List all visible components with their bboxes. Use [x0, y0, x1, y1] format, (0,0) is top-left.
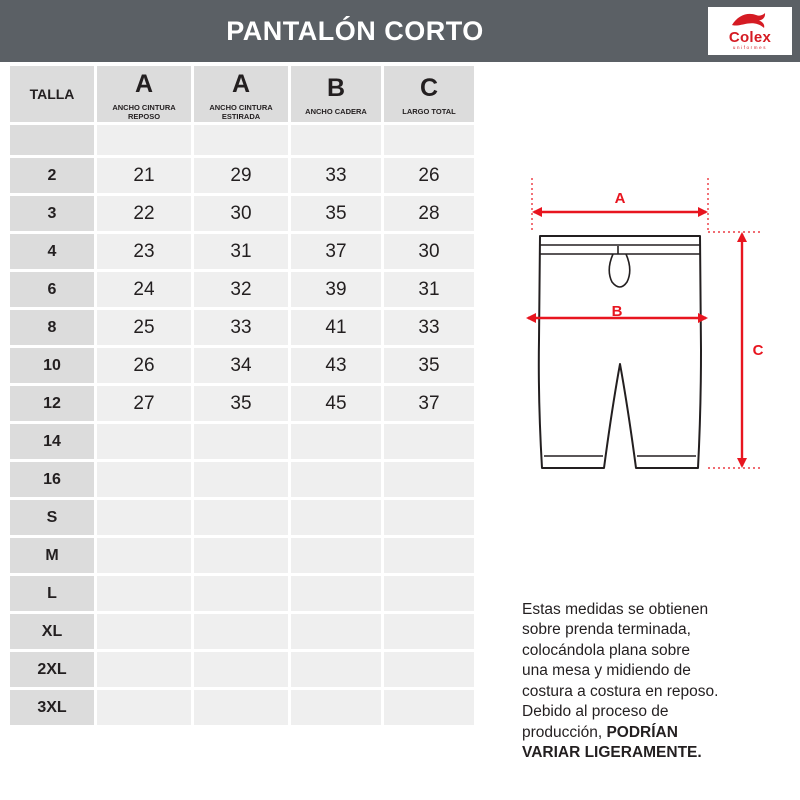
- table-header-row: [10, 66, 492, 122]
- cell-talla: L: [10, 576, 94, 611]
- table-row: [10, 234, 492, 269]
- spacer-cell: [384, 125, 474, 155]
- cell-b-cadera: 37: [291, 234, 381, 269]
- note-line-5: costura a costura en reposo.: [522, 682, 719, 700]
- cell-b-cadera: [291, 500, 381, 535]
- spacer-cell: [291, 125, 381, 155]
- note-bold-1: PODRÍAN: [606, 723, 678, 741]
- cell-c-largo: [384, 690, 474, 725]
- table-row: [10, 386, 492, 421]
- cell-talla: 3: [10, 196, 94, 231]
- page-header: [0, 0, 800, 62]
- table-row: [10, 462, 492, 497]
- cell-a-estirada: [194, 500, 288, 535]
- bird-logo-icon: [730, 12, 770, 29]
- cell-a-reposo: 23: [97, 234, 191, 269]
- cell-a-estirada: 32: [194, 272, 288, 307]
- cell-a-estirada: 35: [194, 386, 288, 421]
- cell-b-cadera: [291, 462, 381, 497]
- cell-c-largo: [384, 500, 474, 535]
- cell-b-cadera: [291, 538, 381, 573]
- table-spacer-row: [10, 125, 492, 155]
- table-row: [10, 348, 492, 383]
- spacer-cell: [10, 125, 94, 155]
- cell-c-largo: 30: [384, 234, 474, 269]
- cell-c-largo: 37: [384, 386, 474, 421]
- cell-talla: S: [10, 500, 94, 535]
- spacer-cell: [194, 125, 288, 155]
- measurement-note: [522, 600, 790, 764]
- column-header-a-estirada: [194, 66, 288, 122]
- cell-a-reposo: [97, 538, 191, 573]
- cell-a-reposo: 25: [97, 310, 191, 345]
- cell-a-estirada: [194, 424, 288, 459]
- table-row: [10, 538, 492, 573]
- cell-b-cadera: 43: [291, 348, 381, 383]
- cell-c-largo: [384, 462, 474, 497]
- column-header-talla: TALLA: [10, 66, 94, 122]
- table-row: [10, 652, 492, 687]
- cell-a-estirada: [194, 614, 288, 649]
- cell-b-cadera: 33: [291, 158, 381, 193]
- column-sublabel: LARGO TOTAL: [402, 107, 456, 117]
- cell-a-reposo: [97, 462, 191, 497]
- cell-talla: M: [10, 538, 94, 573]
- table-row: [10, 614, 492, 649]
- cell-a-reposo: 22: [97, 196, 191, 231]
- cell-c-largo: [384, 652, 474, 687]
- cell-talla: 4: [10, 234, 94, 269]
- cell-a-reposo: 26: [97, 348, 191, 383]
- cell-a-reposo: 24: [97, 272, 191, 307]
- cell-b-cadera: [291, 614, 381, 649]
- brand-tagline: uniformes: [732, 45, 768, 51]
- cell-talla: 2: [10, 158, 94, 193]
- cell-talla: 6: [10, 272, 94, 307]
- column-letter: A: [231, 69, 251, 98]
- cell-a-reposo: [97, 690, 191, 725]
- cell-talla: 12: [10, 386, 94, 421]
- cell-c-largo: [384, 424, 474, 459]
- column-header-a-reposo: [97, 66, 191, 122]
- cell-talla: 2XL: [10, 652, 94, 687]
- note-line-7: producción,: [522, 723, 607, 741]
- table-row: [10, 158, 492, 193]
- cell-c-largo: [384, 614, 474, 649]
- cell-a-estirada: [194, 576, 288, 611]
- measure-label-a: A: [614, 190, 626, 207]
- brand-logo: [708, 7, 792, 55]
- note-line-1: Estas medidas se obtienen: [522, 601, 709, 618]
- cell-c-largo: 28: [384, 196, 474, 231]
- cell-b-cadera: [291, 652, 381, 687]
- cell-a-reposo: [97, 652, 191, 687]
- measure-label-c: C: [752, 342, 764, 359]
- cell-talla: 10: [10, 348, 94, 383]
- cell-a-estirada: [194, 690, 288, 725]
- garment-diagram: [500, 150, 792, 500]
- note-line-6: Debido al proceso de: [522, 703, 669, 721]
- note-line-4: una mesa y midiendo de: [522, 662, 691, 680]
- cell-b-cadera: [291, 690, 381, 725]
- cell-c-largo: [384, 576, 474, 611]
- cell-a-reposo: [97, 500, 191, 535]
- cell-a-reposo: 27: [97, 386, 191, 421]
- size-table: [10, 66, 492, 728]
- column-letter: B: [326, 74, 346, 103]
- note-bold-2: VARIAR LIGERAMENTE.: [522, 744, 702, 762]
- cell-talla: 14: [10, 424, 94, 459]
- cell-b-cadera: 35: [291, 196, 381, 231]
- table-row: [10, 424, 492, 459]
- cell-c-largo: 31: [384, 272, 474, 307]
- cell-a-reposo: [97, 424, 191, 459]
- cell-talla: 8: [10, 310, 94, 345]
- column-header-b-cadera: [291, 66, 381, 122]
- measure-label-b: B: [611, 303, 623, 320]
- cell-c-largo: 33: [384, 310, 474, 345]
- measure-arrow-a: [532, 207, 708, 217]
- note-line-2: sobre prenda terminada,: [522, 621, 691, 639]
- column-sublabel: ANCHO CINTURA ESTIRADA: [209, 102, 273, 121]
- spacer-cell: [97, 125, 191, 155]
- table-row: [10, 272, 492, 307]
- column-letter: C: [419, 74, 439, 103]
- cell-b-cadera: [291, 424, 381, 459]
- table-row: [10, 310, 492, 345]
- cell-c-largo: 26: [384, 158, 474, 193]
- table-row: [10, 690, 492, 725]
- cell-talla: 3XL: [10, 690, 94, 725]
- cell-a-reposo: [97, 614, 191, 649]
- column-header-c-largo: [384, 66, 474, 122]
- cell-a-estirada: [194, 462, 288, 497]
- cell-b-cadera: 41: [291, 310, 381, 345]
- table-row: [10, 576, 492, 611]
- cell-talla: 16: [10, 462, 94, 497]
- cell-a-reposo: 21: [97, 158, 191, 193]
- note-line-3: colocándola plana sobre: [522, 641, 691, 659]
- cell-talla: XL: [10, 614, 94, 649]
- cell-a-estirada: 29: [194, 158, 288, 193]
- cell-a-estirada: [194, 538, 288, 573]
- column-sublabel: ANCHO CINTURA REPOSO: [112, 102, 176, 121]
- cell-a-estirada: 31: [194, 234, 288, 269]
- cell-b-cadera: 39: [291, 272, 381, 307]
- measure-arrow-c: [737, 232, 747, 468]
- cell-c-largo: 35: [384, 348, 474, 383]
- cell-a-estirada: 34: [194, 348, 288, 383]
- cell-a-estirada: 30: [194, 196, 288, 231]
- column-letter: A: [134, 69, 154, 98]
- cell-c-largo: [384, 538, 474, 573]
- table-row: [10, 196, 492, 231]
- table-row: [10, 500, 492, 535]
- page-title: PANTALÓN CORTO: [226, 15, 484, 46]
- cell-a-reposo: [97, 576, 191, 611]
- brand-name: Colex: [728, 29, 772, 47]
- cell-a-estirada: [194, 652, 288, 687]
- cell-b-cadera: 45: [291, 386, 381, 421]
- cell-b-cadera: [291, 576, 381, 611]
- column-sublabel: ANCHO CADERA: [305, 107, 367, 117]
- cell-a-estirada: 33: [194, 310, 288, 345]
